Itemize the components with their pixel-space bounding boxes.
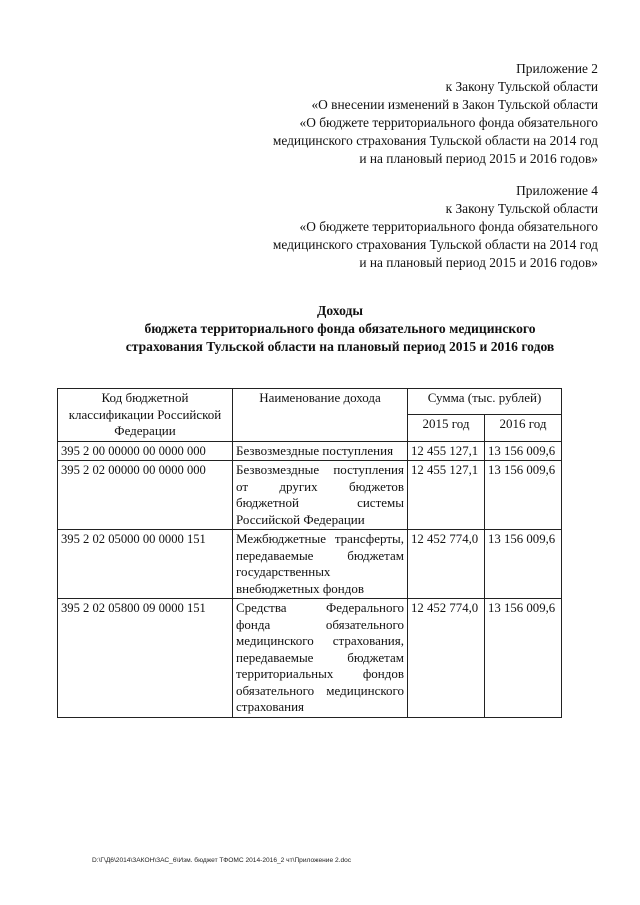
cell-2015: 12 455 127,1 <box>408 461 485 530</box>
table-row <box>58 461 562 530</box>
table-row <box>58 599 562 718</box>
cell-2016: 13 156 009,6 <box>485 461 562 530</box>
cell-name: Межбюджетные трансферты, передаваемые бюджетам государственных внебюджетных фондов <box>233 530 408 599</box>
table-row <box>58 530 562 599</box>
appendix-4-line: «О бюджете территориального фонда обязательного <box>299 219 598 234</box>
appendix-4-line: Приложение 4 <box>516 183 598 198</box>
appendix-2-line: Приложение 2 <box>516 61 598 76</box>
cell-2016: 13 156 009,6 <box>485 441 562 461</box>
header-code: Код бюджетной классификации Российской Федерации <box>58 389 233 442</box>
cell-code: 395 2 02 05800 09 0000 151 <box>58 599 233 718</box>
cell-name: Средства Федерального фонда обязательного медицинского страхования, передаваемые бюджетам территориальных фондов обязательного медицинского страхования <box>233 599 408 718</box>
appendix-2-line: к Закону Тульской области <box>445 79 598 94</box>
appendix-2-line: «О внесении изменений в Закон Тульской области <box>311 97 598 112</box>
title-line: страхования Тульской области на плановый период 2015 и 2016 годов <box>125 339 555 354</box>
title-line: бюджета территориального фонда обязательного медицинского <box>144 321 536 336</box>
header-year-2016: 2016 год <box>485 415 562 441</box>
cell-2015: 12 452 774,0 <box>408 530 485 599</box>
income-table <box>57 388 562 718</box>
appendix-2-line: и на плановый период 2015 и 2016 годов» <box>359 151 598 166</box>
cell-code: 395 2 00 00000 00 0000 000 <box>58 441 233 461</box>
cell-2015: 12 452 774,0 <box>408 599 485 718</box>
appendix-4-heading <box>273 182 598 272</box>
appendix-2-line: «О бюджете территориального фонда обязательного <box>299 115 598 130</box>
appendix-2-line: медицинского страхования Тульской области на 2014 год <box>272 133 598 148</box>
cell-name: Безвозмездные поступления от других бюджетов бюджетной системы Российской Федерации <box>233 461 408 530</box>
appendix-2-heading <box>273 60 598 168</box>
cell-2016: 13 156 009,6 <box>485 599 562 718</box>
header-name: Наименование дохода <box>233 389 408 442</box>
file-path-footer: D:\Г\Д6\2014\ЗАКОН\ЗАС_6\Изм. бюджет ТФОМС 2014-2016_2 чт\Приложение 2.doc <box>92 857 352 864</box>
appendix-4-line: и на плановый период 2015 и 2016 годов» <box>359 255 598 270</box>
header-sum: Сумма (тыс. рублей) <box>408 389 562 415</box>
header-year-2015: 2015 год <box>408 415 485 441</box>
document-title <box>70 302 610 356</box>
cell-code: 395 2 02 05000 00 0000 151 <box>58 530 233 599</box>
appendix-4-line: медицинского страхования Тульской области на 2014 год <box>272 237 598 252</box>
cell-name: Безвозмездные поступления <box>233 441 408 461</box>
table-header-row <box>58 389 562 415</box>
title-line: Доходы <box>317 303 363 318</box>
cell-code: 395 2 02 00000 00 0000 000 <box>58 461 233 530</box>
cell-2016: 13 156 009,6 <box>485 530 562 599</box>
cell-2015: 12 455 127,1 <box>408 441 485 461</box>
appendix-4-line: к Закону Тульской области <box>445 201 598 216</box>
table-row <box>58 441 562 461</box>
